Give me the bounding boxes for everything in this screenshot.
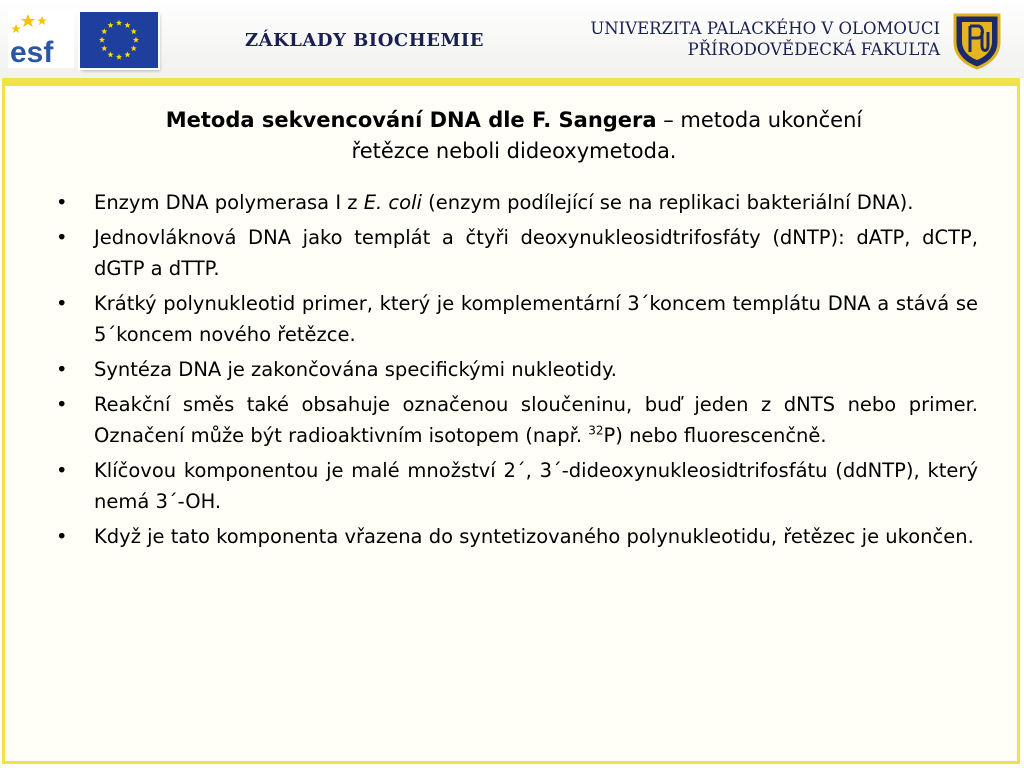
eu-star [131,28,137,34]
heading-rest: – metoda ukončení [656,108,863,132]
list-item: • Reakční směs také obsahuje označenou sloučeninu, buď jeden z dNTS nebo primer. Označení může být radioaktivním isotopem (např. $^{32}$P) nebo fluorescenčně. [50,389,978,451]
eu-star [107,52,113,58]
university-line-1: UNIVERZITA PALACKÉHO V OLOMOUCI [590,19,940,38]
eu-star [133,37,139,43]
list-item: • Krátký polynukleotid primer, který je komplementární 3´koncem templátu DNA a stává se 5´koncem nového řetězce. [50,288,978,350]
bullet-mark: • [56,226,68,249]
eu-star [131,45,137,51]
esf-logo-text: esf [10,36,54,68]
bullet-mark: • [56,292,68,315]
list-item: • Enzym DNA polymerasa I z E. coli (enzym podílející se na replikaci bakteriální DNA). [50,187,978,218]
list-item: • Jednovláknová DNA jako templát a čtyři deoxynukleosidtrifosfáty (dNTP): dATP, dCTP, dGTP a dTTP. [50,222,978,284]
bullet-mark: • [56,525,68,548]
bullet-list [50,187,978,552]
eu-star [101,45,107,51]
university-name [590,18,940,60]
header-bar [0,0,1024,78]
bullet-mark: • [56,358,68,381]
eu-stars-icon [80,12,158,68]
bullet-mark: • [56,459,68,482]
eu-flag [80,12,158,68]
bullet-mark: • [56,393,68,416]
list-item: • Syntéza DNA je zakončována specifickými nukleotidy. [50,354,978,385]
bullet-mark: • [56,191,68,214]
university-line-2: PŘÍRODOVĚDECKÁ FAKULTA [687,40,940,59]
eu-star [99,37,105,43]
eu-star [116,54,122,60]
university-shield-icon [952,12,1002,70]
course-title: ZÁKLADY BIOCHEMIE [245,30,485,51]
eu-star [101,28,107,34]
eu-star [124,22,130,28]
heading-bold: Metoda sekvencování DNA dle F. Sangera [165,108,657,132]
list-item: • Klíčovou komponentou je malé množství 2´, 3´-dideoxynukleosidtrifosfátu (ddNTP), který nemá 3´-OH. [50,455,978,517]
eu-star [107,22,113,28]
slide-heading [50,105,978,167]
eu-star [124,52,130,58]
eu-star [116,20,122,26]
esf-logo-icon [8,10,74,68]
heading-line-2: řetězce neboli dideoxymetoda. [351,139,677,163]
slide-content [50,105,978,556]
list-item: • Když je tato komponenta vřazena do syntetizovaného polynukleotidu, řetězec je ukončen. [50,521,978,552]
